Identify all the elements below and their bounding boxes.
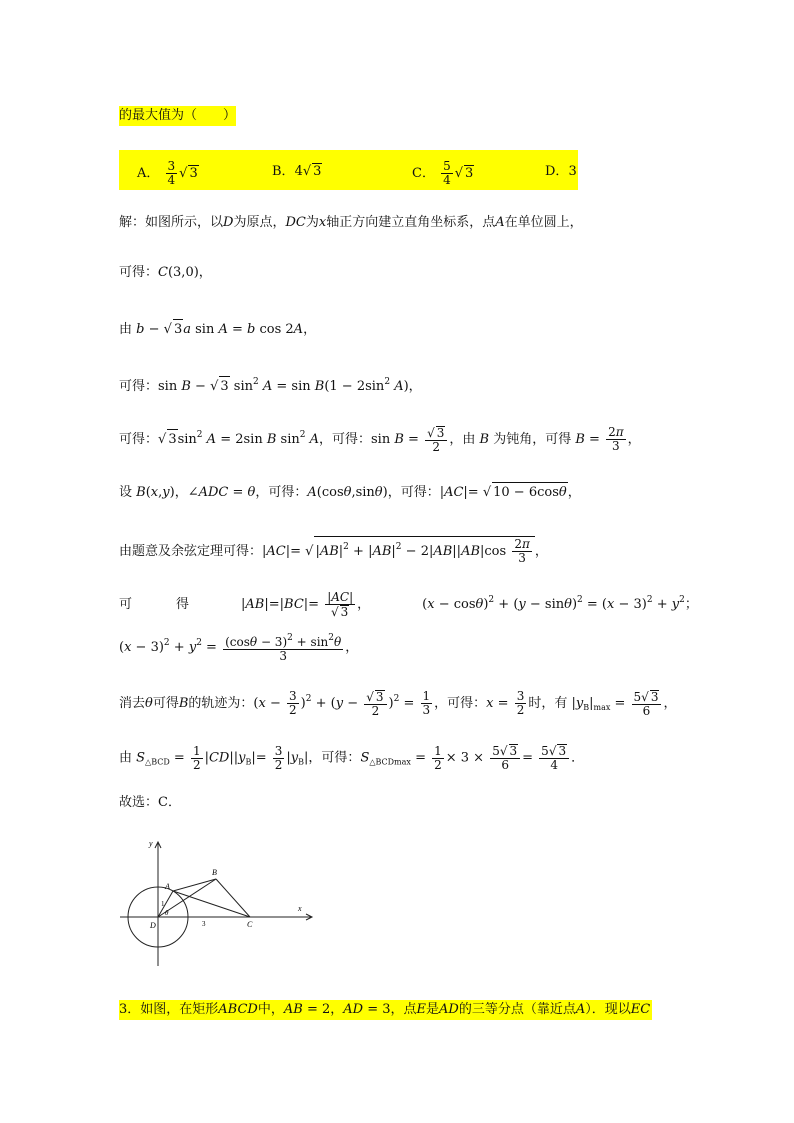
option-c-letter: C． xyxy=(412,166,435,181)
solution-step-10: 由 $S_{\triangle BCD}$ = $\frac{1}{2}$ $|CD||y_B|=$ $\frac{3}{2}$ $|y_B|$，可得：$S_{\triangle BCDmax}$ = $\frac{1}{2}$ × 3 × $\frac{5√ 3}{6}$ = $\frac{5√ 3}{4}$ ． xyxy=(119,744,584,773)
solution-intro: 解：如图所示，以D为原点，DC为x轴正方向建立直角坐标系，点A在单位圆上， xyxy=(119,215,583,230)
label-three: 3 xyxy=(202,920,206,928)
question-tail: 的最大值为（ ） xyxy=(119,106,236,126)
label-a: A xyxy=(165,882,170,891)
solution-step-7: 可 得 |AB|=|BC|= |AC| √ 3 ， $(x - \cos\theta)^2 + (y - \sin\theta)^2 = (x - 3)^2 + y^2$； xyxy=(119,590,698,619)
answer-line: 故选：C． xyxy=(119,795,181,810)
option-d[interactable]: D．3 xyxy=(545,164,577,179)
solution-step-2: 由 b − √ 3a sin A = b cos 2A， xyxy=(119,319,316,340)
solution-step-9: 消去θ可得B的轨迹为：(x − $\frac{3}{2}$ )$^2$ + (y − √ $\frac{3}{2}$ )$^2$ = $\frac{1}{3}$ ，可得：x = $\frac{3}{2}$ 时，有 $|y_B|_{max}$ = $\frac{5√ 3}{6}$ ， xyxy=(119,689,676,718)
solution-step-5: 设 B(x,y)，∠ADC = θ，可得：A(cosθ,sinθ)，可得：|AC|= √ 10 − 6cosθ， xyxy=(119,482,581,503)
geometry-figure xyxy=(118,834,328,974)
option-d-letter: D． xyxy=(545,164,569,179)
solution-step-4: 可得：√ $3\sin^2$ A = 2sin B $\sin^2 A$，可得：sin B = √ $\frac{3}{2}$ ，由 B 为钝角，可得 B = $\frac{2\pi}{3}$ ， xyxy=(119,425,641,454)
label-x: x xyxy=(298,904,302,913)
option-a-frac: $\frac{3}{4}$ xyxy=(167,159,176,187)
option-c[interactable]: C． $\frac{5}{4}$ √ 3 xyxy=(412,160,474,187)
option-b[interactable]: B．4√ 3 xyxy=(272,160,322,179)
label-one: 1 xyxy=(161,900,165,908)
solution-step-1: 可得：C(3,0)， xyxy=(119,265,212,280)
solution-step-3: 可得：sin B − √ 3 $\sin^2 A = \sin B(1 - 2\sin^2$ A)， xyxy=(119,372,422,397)
option-a-letter: A． xyxy=(137,166,160,181)
label-theta: θ xyxy=(165,909,169,917)
label-b: B xyxy=(212,868,217,877)
option-a[interactable]: A． $\frac{3}{4}$ √ 3 xyxy=(137,160,199,187)
solution-step-6: 由题意及余弦定理可得：|AC|= √ $|AB|^2 + |AB|^2 - 2|AB||AB|\cos$ $\frac{2\pi}{3}$ ， xyxy=(119,536,548,565)
solution-step-8: $(x - 3)^2 + y^2$ = $\frac{(\cos\theta - 3)^2 + \sin^2\theta}{3}$ ， xyxy=(119,633,359,663)
label-y: y xyxy=(149,839,153,848)
label-d: D xyxy=(150,921,156,930)
label-c: C xyxy=(247,920,253,929)
next-question: 3．如图，在矩形ABCD中，AB = 2，AD = 3，点E是AD的三等分点（靠近点A）．现以EC xyxy=(119,1000,652,1020)
option-b-letter: B． xyxy=(272,164,295,179)
